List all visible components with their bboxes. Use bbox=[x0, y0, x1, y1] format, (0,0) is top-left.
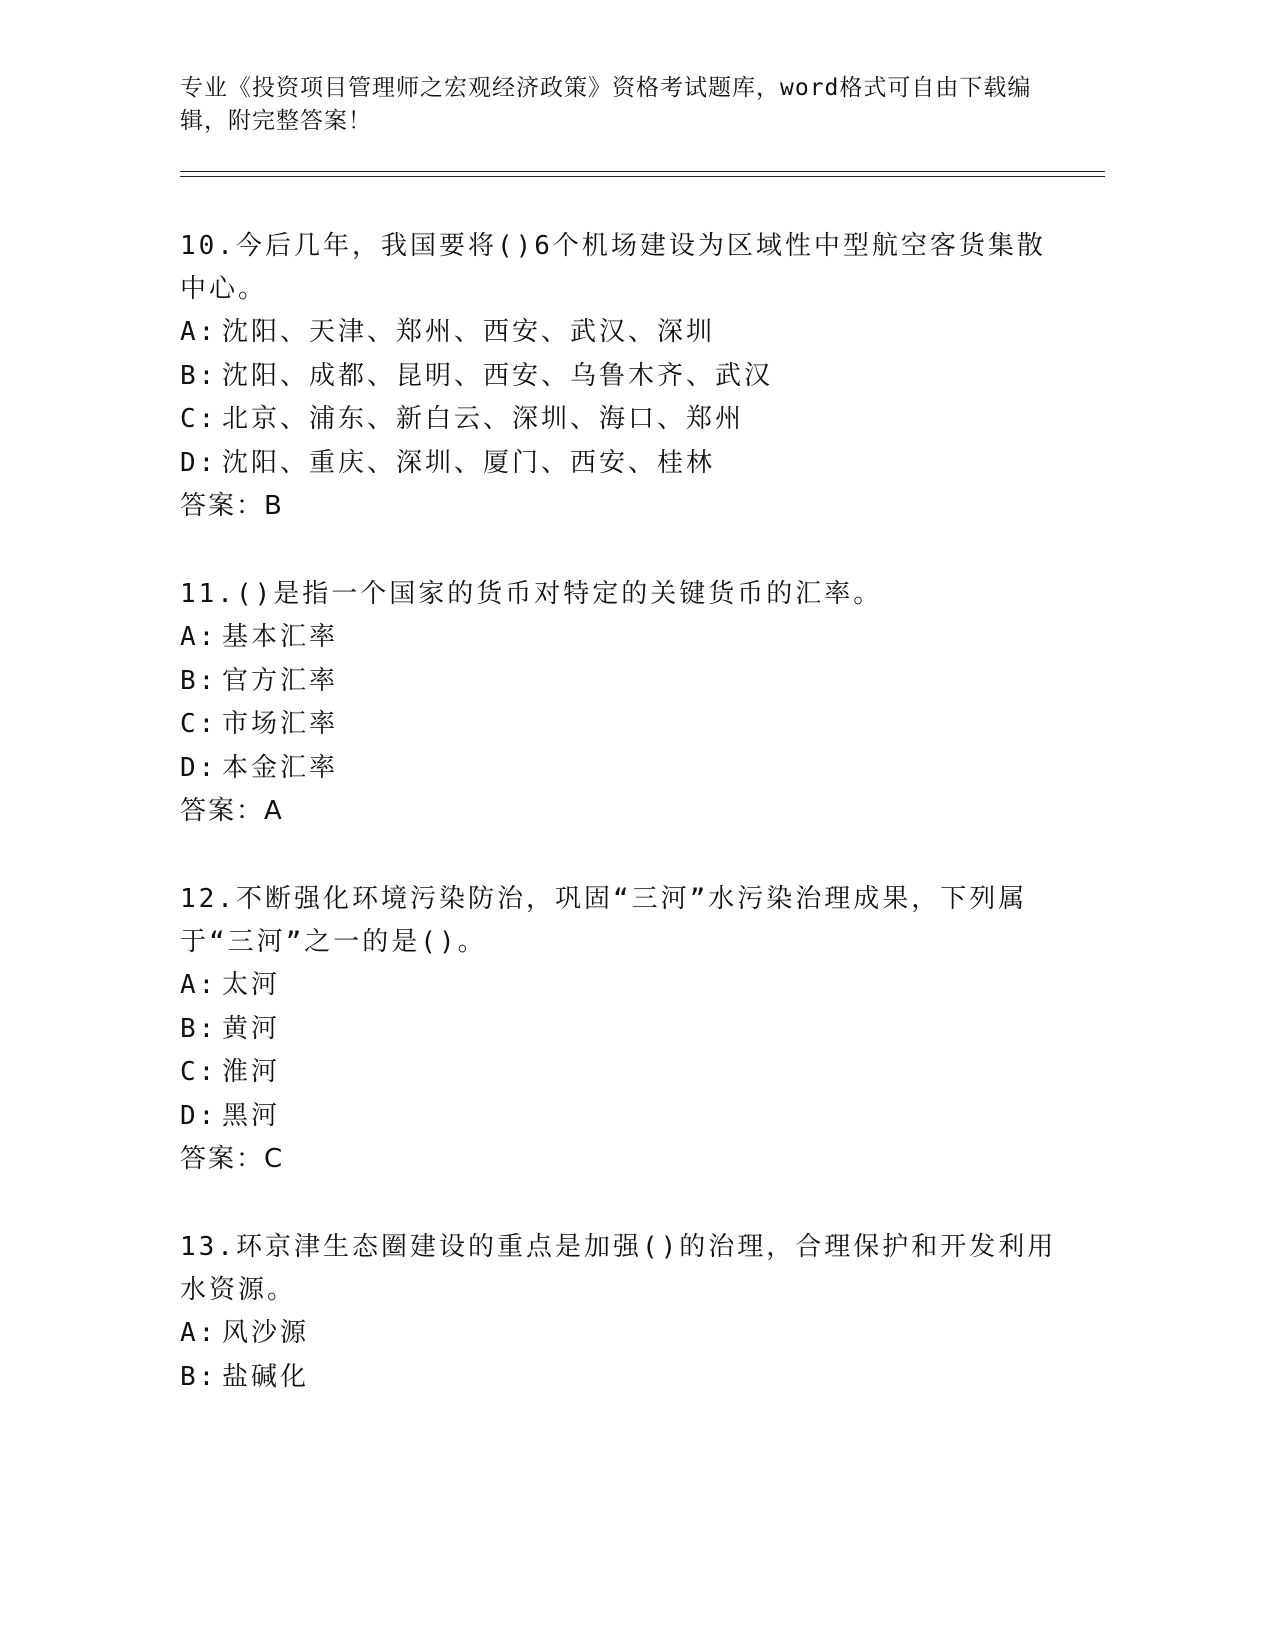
option-letter: B: bbox=[180, 665, 218, 696]
option-text: 太河 bbox=[222, 970, 281, 1000]
option-text: 基本汇率 bbox=[222, 622, 339, 652]
option-a bbox=[180, 616, 1060, 660]
option-letter: B: bbox=[180, 1013, 218, 1044]
option-d bbox=[180, 747, 1060, 791]
option-text: 市场汇率 bbox=[222, 709, 339, 739]
option-b bbox=[180, 355, 1060, 399]
header-divider-top bbox=[180, 171, 1105, 172]
option-letter: B: bbox=[180, 360, 218, 391]
option-letter: D: bbox=[180, 447, 218, 478]
option-c bbox=[180, 703, 1060, 747]
option-c bbox=[180, 1051, 1060, 1095]
question-stem: 13.环京津生态圈建设的重点是加强()的治理，合理保护和开发利用水资源。 bbox=[180, 1232, 1057, 1305]
option-text: 沈阳、重庆、深圳、厦门、西安、桂林 bbox=[222, 447, 716, 478]
option-text: 黑河 bbox=[222, 1100, 281, 1131]
option-letter: C: bbox=[180, 1057, 218, 1087]
option-letter: A: bbox=[180, 1318, 218, 1348]
option-d bbox=[180, 1095, 1060, 1139]
option-text: 北京、浦东、新白云、深圳、海口、郑州 bbox=[222, 404, 745, 434]
option-text: 官方汇率 bbox=[222, 665, 339, 696]
option-letter: C: bbox=[180, 404, 218, 434]
option-text: 黄河 bbox=[222, 1013, 281, 1044]
question-stem: 11.()是指一个国家的货币对特定的关键货币的汇率。 bbox=[180, 579, 883, 609]
question-stem: 12.不断强化环境污染防治，巩固“三河”水污染治理成果，下列属于“三河”之一的是()。 bbox=[180, 884, 1028, 957]
option-text: 风沙源 bbox=[222, 1318, 310, 1348]
option-text: 沈阳、天津、郑州、西安、武汉、深圳 bbox=[222, 317, 716, 347]
option-a bbox=[180, 1312, 1060, 1356]
answer-line: 答案：C bbox=[180, 1144, 285, 1174]
option-letter: C: bbox=[180, 709, 218, 739]
option-letter: B: bbox=[180, 1361, 218, 1392]
answer-line: 答案：A bbox=[180, 796, 284, 826]
option-text: 盐碱化 bbox=[222, 1361, 310, 1392]
option-letter: D: bbox=[180, 1100, 218, 1131]
question-13 bbox=[180, 1226, 1060, 1399]
header-divider-bottom bbox=[180, 176, 1105, 177]
question-stem: 10.今后几年，我国要将()6个机场建设为区域性中型航空客货集散中心。 bbox=[180, 231, 1046, 304]
option-letter: A: bbox=[180, 970, 218, 1000]
option-d bbox=[180, 442, 1060, 486]
question-10 bbox=[180, 225, 1060, 529]
option-b bbox=[180, 660, 1060, 704]
document-header: 专业《投资项目管理师之宏观经济政策》资格考试题库，word格式可自由下载编辑，附完整答案！ bbox=[180, 75, 1032, 134]
option-c bbox=[180, 398, 1060, 442]
answer-line: 答案：B bbox=[180, 491, 284, 521]
option-text: 沈阳、成都、昆明、西安、乌鲁木齐、武汉 bbox=[222, 360, 774, 391]
option-letter: A: bbox=[180, 622, 218, 652]
option-a bbox=[180, 964, 1060, 1008]
question-12 bbox=[180, 878, 1060, 1182]
option-letter: D: bbox=[180, 752, 218, 783]
option-a bbox=[180, 311, 1060, 355]
option-text: 本金汇率 bbox=[222, 752, 339, 783]
option-text: 淮河 bbox=[222, 1057, 281, 1087]
option-b bbox=[180, 1008, 1060, 1052]
option-letter: A: bbox=[180, 317, 218, 347]
question-11 bbox=[180, 573, 1060, 834]
option-b bbox=[180, 1356, 1060, 1400]
